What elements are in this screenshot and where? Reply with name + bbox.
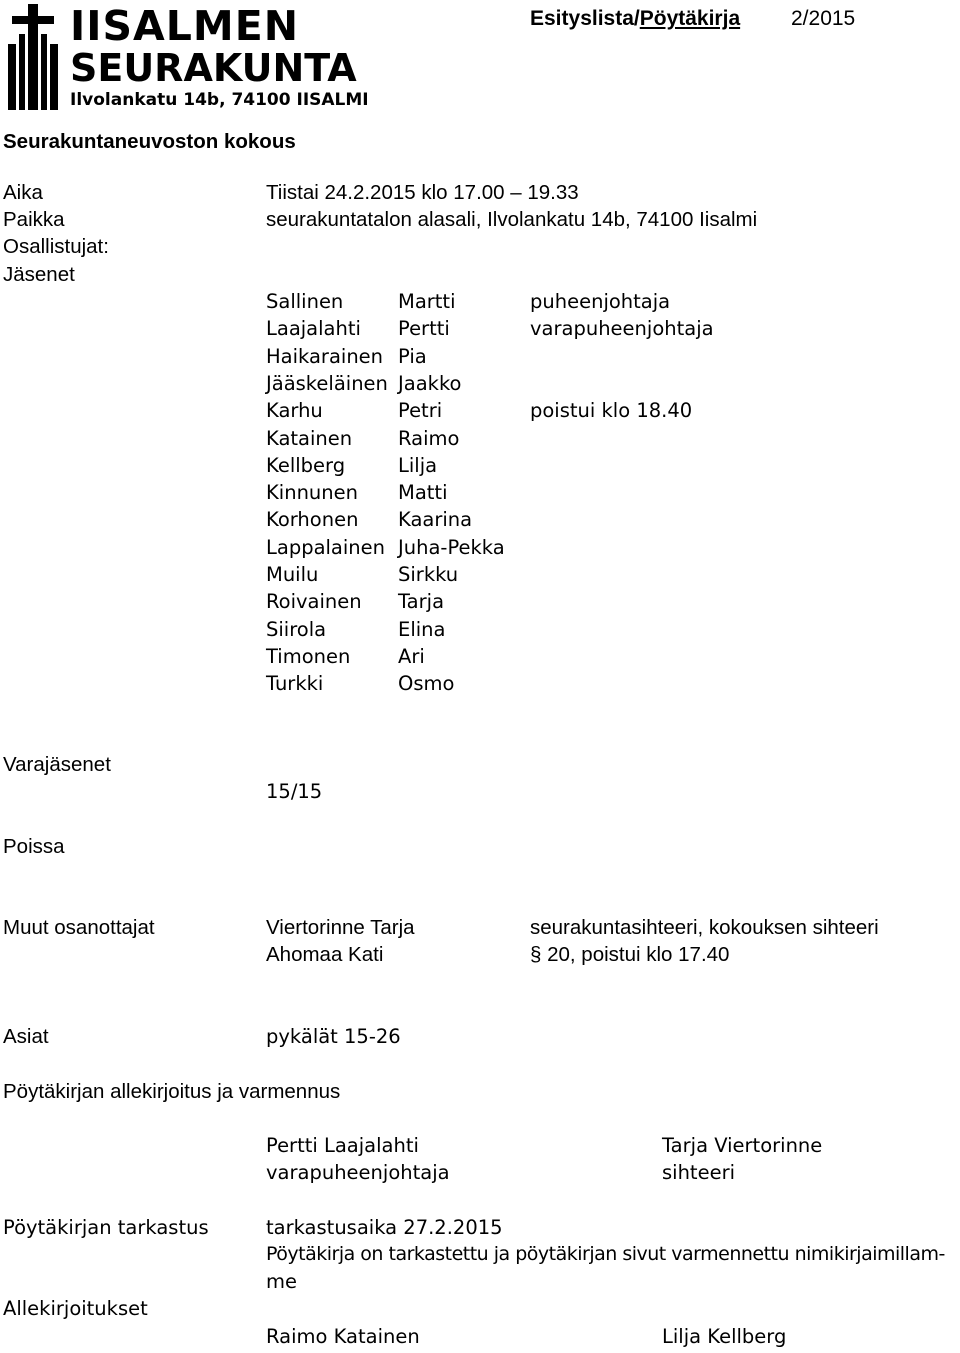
member-first-name: Sirkku — [398, 563, 459, 586]
matters-value: pykälät 15-26 — [266, 1025, 401, 1048]
member-last-name: Lappalainen — [266, 536, 386, 559]
member-first-name: Juha-Pekka — [398, 536, 505, 559]
member-first-name: Martti — [398, 290, 456, 313]
members-label: Jäsenet — [3, 263, 75, 286]
member-last-name: Laajalahti — [266, 317, 361, 340]
meeting-title: Seurakuntaneuvoston kokous — [3, 130, 296, 153]
member-last-name: Turkki — [266, 672, 324, 695]
document-number: 2/2015 — [791, 7, 856, 30]
logo-title-line1: IISALMEN — [70, 2, 300, 50]
attendance-count: 15/15 — [266, 780, 323, 803]
member-last-name: Haikarainen — [266, 345, 384, 368]
member-role: puheenjohtaja — [530, 290, 671, 313]
member-last-name: Karhu — [266, 399, 323, 422]
member-first-name: Petri — [398, 399, 443, 422]
member-last-name: Sallinen — [266, 290, 344, 313]
others-label: Muut osanottajat — [3, 916, 155, 939]
member-last-name: Roivainen — [266, 590, 362, 613]
member-first-name: Pertti — [398, 317, 450, 340]
member-last-name: Kinnunen — [266, 481, 358, 504]
other-participant-note: § 20, poistui klo 17.40 — [530, 943, 730, 966]
review-label: Pöytäkirjan tarkastus — [3, 1216, 209, 1239]
logo-title-line2: SEURAKUNTA — [70, 46, 357, 90]
member-role: poistui klo 18.40 — [530, 399, 693, 422]
secretary-name: Tarja Viertorinne — [662, 1134, 823, 1157]
member-role: varapuheenjohtaja — [530, 317, 714, 340]
member-first-name: Jaakko — [398, 372, 462, 395]
substitutes-label: Varajäsenet — [3, 753, 111, 776]
member-last-name: Muilu — [266, 563, 319, 586]
parish-cross-logo-icon — [8, 4, 60, 110]
signing-label: Pöytäkirjan allekirjoitus ja varmennus — [3, 1080, 341, 1103]
member-last-name: Korhonen — [266, 508, 359, 531]
member-last-name: Jääskeläinen — [266, 372, 388, 395]
member-last-name: Kellberg — [266, 454, 346, 477]
other-participant-name: Viertorinne Tarja — [266, 916, 415, 939]
chair-role: varapuheenjohtaja — [266, 1161, 450, 1184]
member-first-name: Osmo — [398, 672, 455, 695]
secretary-role: sihteeri — [662, 1161, 736, 1184]
member-first-name: Kaarina — [398, 508, 473, 531]
member-first-name: Matti — [398, 481, 448, 504]
place-value: seurakuntatalon alasali, Ilvolankatu 14b, 74100 Iisalmi — [266, 208, 758, 231]
time-value: Tiistai 24.2.2015 klo 17.00 – 19.33 — [266, 181, 579, 204]
doc-type-underlined: Pöytäkirja — [639, 7, 741, 30]
member-first-name: Elina — [398, 618, 446, 641]
document-type — [530, 8, 740, 29]
participants-label: Osallistujat: — [3, 235, 109, 258]
review-period: tarkastusaika 27.2.2015 — [266, 1216, 503, 1239]
chair-name: Pertti Laajalahti — [266, 1134, 419, 1157]
absent-label: Poissa — [3, 835, 65, 858]
member-last-name: Katainen — [266, 427, 353, 450]
doc-type-prefix: Esityslista/ — [530, 7, 640, 30]
matters-label: Asiat — [3, 1025, 49, 1048]
member-first-name: Raimo — [398, 427, 460, 450]
signer-1: Raimo Katainen — [266, 1325, 420, 1348]
member-first-name: Pia — [398, 345, 427, 368]
other-participant-note: seurakuntasihteeri, kokouksen sihteeri — [530, 916, 879, 939]
member-first-name: Lilja — [398, 454, 438, 477]
member-first-name: Tarja — [398, 590, 445, 613]
place-label: Paikka — [3, 208, 65, 231]
review-statement-line2: me — [266, 1270, 297, 1293]
signatures-label: Allekirjoitukset — [3, 1297, 148, 1320]
logo-address: Ilvolankatu 14b, 74100 IISALMI — [70, 90, 369, 110]
time-label: Aika — [3, 181, 43, 204]
other-participant-name: Ahomaa Kati — [266, 943, 384, 966]
member-last-name: Timonen — [266, 645, 351, 668]
member-first-name: Ari — [398, 645, 425, 668]
member-last-name: Siirola — [266, 618, 327, 641]
review-statement-line1: Pöytäkirja on tarkastettu ja pöytäkirjan sivut varmennettu nimikirjaimillam- — [266, 1243, 945, 1265]
signer-2: Lilja Kellberg — [662, 1325, 787, 1348]
